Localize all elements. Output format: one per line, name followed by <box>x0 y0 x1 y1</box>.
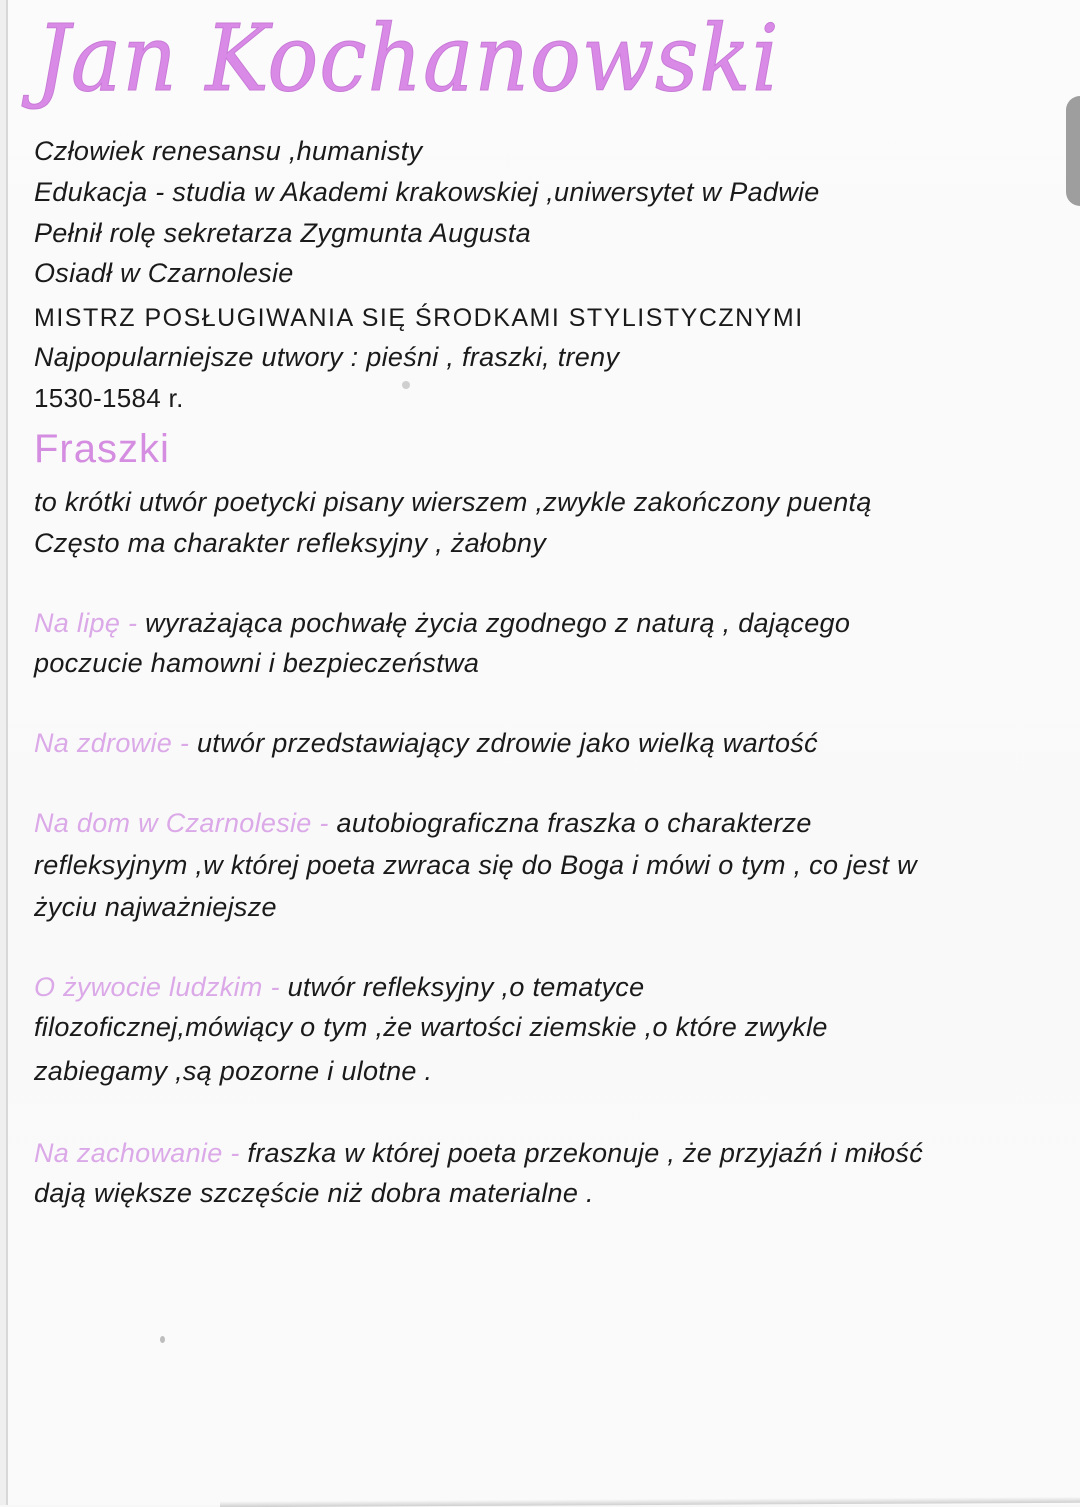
entry-na-dom-line-2: refleksyjnym ,w której poeta zwraca się do Boga i mówi o tym , co jest w <box>34 850 917 880</box>
entry-text: wyrażająca pochwałę życia zgodnego z naturą , dającego <box>145 608 851 638</box>
page-title: Jan Kochanowski <box>36 5 780 112</box>
bio-line-works: Najpopularniejsze utwory : pieśni , fraszki, treny <box>34 342 620 372</box>
entry-title: Na zdrowie <box>34 728 173 758</box>
entry-na-zdrowie <box>34 728 818 759</box>
entry-na-zachowanie <box>34 1138 923 1169</box>
bio-line-renaissance: Człowiek renesansu ,humanisty <box>34 136 423 166</box>
entry-na-zachowanie-line-2: dają większe szczęście niż dobra materialne . <box>34 1178 594 1208</box>
entry-text: utwór przedstawiający zdrowie jako wielką wartość <box>196 728 818 758</box>
bio-line-years: 1530-1584 r. <box>34 383 184 413</box>
bio-line-czarnolas: Osiadł w Czarnolesie <box>34 258 294 288</box>
smudge-mark <box>402 381 410 389</box>
entry-na-lipe <box>34 608 850 639</box>
definition-line-1: to krótki utwór poetycki pisany wierszem ,zwykle zakończony puentą <box>34 487 872 517</box>
bio-line-secretary: Pełnił rolę sekretarza Zygmunta Augusta <box>34 218 531 248</box>
entry-separator: - <box>222 1138 248 1168</box>
entry-separator: - <box>311 808 337 838</box>
entry-separator: - <box>262 972 288 1002</box>
section-heading-fraszki: Fraszki <box>34 427 170 471</box>
entry-o-zywocie-line-3: zabiegamy ,są pozorne i ulotne . <box>34 1056 433 1086</box>
entry-text: autobiograficzna fraszka o charakterze <box>336 808 812 838</box>
entry-o-zywocie-ludzkim <box>34 972 644 1003</box>
bio-line-education: Edukacja - studia w Akademi krakowskiej ,uniwersytet w Padwie <box>34 177 820 207</box>
entry-text: utwór refleksyjny ,o tematyce <box>287 972 645 1002</box>
entry-text: fraszka w której poeta przekonuje , że przyjaźń i miłość <box>247 1138 923 1168</box>
entry-na-dom-line-3: życiu najważniejsze <box>34 892 277 922</box>
entry-o-zywocie-line-2: filozoficznej,mówiący o tym ,że wartości ziemskie ,o które zwykle <box>34 1012 828 1042</box>
entry-title: O żywocie ludzkim <box>34 972 263 1002</box>
entry-na-dom-w-czarnolesie <box>34 808 812 839</box>
entry-separator: - <box>172 728 197 758</box>
definition-line-2: Często ma charakter refleksyjny , żałobny <box>34 528 546 558</box>
note-page <box>6 0 1080 1505</box>
bio-line-master: MISTRZ POSŁUGIWANIA SIĘ ŚRODKAMI STYLISTYCZNYMI <box>34 304 804 332</box>
entry-separator: - <box>120 608 146 638</box>
entry-na-lipe-line-2: poczucie hamowni i bezpieczeństwa <box>34 648 480 678</box>
entry-title: Na zachowanie <box>34 1138 223 1168</box>
side-tab-handle[interactable] <box>1066 96 1080 206</box>
entry-title: Na lipę <box>34 608 121 638</box>
entry-title: Na dom w Czarnolesie <box>34 808 312 838</box>
paper-speck <box>160 1336 165 1343</box>
